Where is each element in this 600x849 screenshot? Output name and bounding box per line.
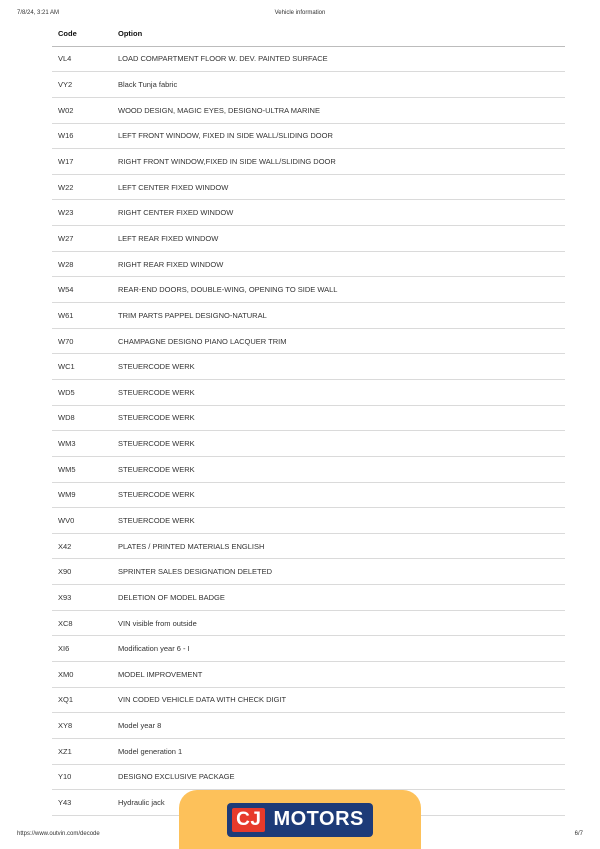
- logo-mark: CJ: [232, 808, 265, 832]
- option-code: W70: [58, 336, 74, 346]
- option-code: X93: [58, 592, 72, 602]
- table-row: [52, 483, 565, 509]
- option-description: Hydraulic jack: [118, 798, 165, 808]
- option-code: WM5: [58, 464, 76, 474]
- option-code: XY8: [58, 721, 73, 731]
- table-row: [52, 713, 565, 739]
- option-description: STEUERCODE WERK: [118, 413, 195, 423]
- watermark-banner: [179, 790, 421, 849]
- option-description: LOAD COMPARTMENT FLOOR W. DEV. PAINTED SURFACE: [118, 54, 328, 64]
- option-description: SPRINTER SALES DESIGNATION DELETED: [118, 567, 273, 577]
- table-row: [52, 149, 565, 175]
- option-code: X42: [58, 541, 72, 551]
- option-code: W54: [58, 285, 74, 295]
- option-code: W22: [58, 182, 74, 192]
- option-description: RIGHT CENTER FIXED WINDOW: [118, 208, 234, 218]
- page-number: 6/7: [574, 831, 583, 837]
- print-date: 7/8/24, 3:21 AM: [17, 10, 60, 16]
- option-description: MODEL IMPROVEMENT: [118, 669, 203, 679]
- table-row: [52, 72, 565, 98]
- table-row: [52, 765, 565, 791]
- table-row: [52, 124, 565, 150]
- option-description: STEUERCODE WERK: [118, 515, 195, 525]
- option-description: Modification year 6 - I: [118, 644, 190, 654]
- table-row: [52, 354, 565, 380]
- table-row: [52, 277, 565, 303]
- option-description: Model year 8: [118, 721, 162, 731]
- logo-text: MOTORS: [273, 808, 364, 830]
- option-description: LEFT FRONT WINDOW, FIXED IN SIDE WALL/SLIDING DOOR: [118, 131, 333, 141]
- cj-motors-logo: [227, 803, 373, 837]
- option-code: WD8: [58, 413, 75, 423]
- option-code: WM9: [58, 490, 76, 500]
- table-header-row: [52, 21, 565, 47]
- table-row: [52, 457, 565, 483]
- option-description: LEFT CENTER FIXED WINDOW: [118, 182, 229, 192]
- option-code: W17: [58, 157, 74, 167]
- option-code: Y43: [58, 798, 72, 808]
- table-row: [52, 380, 565, 406]
- table-row: [52, 47, 565, 73]
- options-table: [52, 21, 565, 816]
- option-code: X90: [58, 567, 72, 577]
- option-description: REAR-END DOORS, DOUBLE-WING, OPENING TO SIDE WALL: [118, 285, 338, 295]
- option-code: W28: [58, 259, 74, 269]
- option-code: XQ1: [58, 695, 74, 705]
- option-code: WC1: [58, 362, 75, 372]
- table-row: [52, 226, 565, 252]
- table-row: [52, 329, 565, 355]
- option-description: CHAMPAGNE DESIGNO PIANO LACQUER TRIM: [118, 336, 287, 346]
- option-code: WM3: [58, 439, 76, 449]
- page-title: Vehicle information: [274, 10, 326, 16]
- option-code: W16: [58, 131, 74, 141]
- table-row: [52, 662, 565, 688]
- option-description: VIN CODED VEHICLE DATA WITH CHECK DIGIT: [118, 695, 287, 705]
- option-description: STEUERCODE WERK: [118, 490, 195, 500]
- option-code: XI6: [58, 644, 70, 654]
- option-code: VL4: [58, 54, 72, 64]
- option-code: W02: [58, 105, 74, 115]
- table-row: [52, 431, 565, 457]
- option-code: XC8: [58, 618, 73, 628]
- option-description: TRIM PARTS PAPPEL DESIGNO-NATURAL: [118, 310, 267, 320]
- option-description: RIGHT REAR FIXED WINDOW: [118, 259, 224, 269]
- table-row: [52, 636, 565, 662]
- table-body: [52, 47, 565, 816]
- table-row: [52, 688, 565, 714]
- option-description: STEUERCODE WERK: [118, 387, 195, 397]
- option-description: DESIGNO EXCLUSIVE PACKAGE: [118, 772, 235, 782]
- option-description: DELETION OF MODEL BADGE: [118, 592, 225, 602]
- table-row: [52, 175, 565, 201]
- option-code: Y10: [58, 772, 72, 782]
- table-row: [52, 534, 565, 560]
- table-row: [52, 611, 565, 637]
- option-code: XZ1: [58, 746, 72, 756]
- option-code: VY2: [58, 80, 73, 90]
- table-row: [52, 252, 565, 278]
- option-description: STEUERCODE WERK: [118, 362, 195, 372]
- option-code: W61: [58, 310, 74, 320]
- column-header-option: Option: [118, 28, 143, 38]
- table-row: [52, 303, 565, 329]
- option-description: Model generation 1: [118, 746, 183, 756]
- table-row: [52, 739, 565, 765]
- option-description: RIGHT FRONT WINDOW,FIXED IN SIDE WALL/SLIDING DOOR: [118, 157, 336, 167]
- table-row: [52, 508, 565, 534]
- option-code: WV0: [58, 515, 75, 525]
- table-row: [52, 585, 565, 611]
- footer-url: https://www.outvin.com/decode: [17, 831, 100, 837]
- option-description: VIN visible from outside: [118, 618, 197, 628]
- option-description: PLATES / PRINTED MATERIALS ENGLISH: [118, 541, 265, 551]
- option-code: W23: [58, 208, 74, 218]
- option-description: STEUERCODE WERK: [118, 439, 195, 449]
- option-description: STEUERCODE WERK: [118, 464, 195, 474]
- table-row: [52, 98, 565, 124]
- option-code: W27: [58, 233, 74, 243]
- option-description: Black Tunja fabric: [118, 80, 178, 90]
- table-row: [52, 406, 565, 432]
- table-row: [52, 200, 565, 226]
- option-description: WOOD DESIGN, MAGIC EYES, DESIGNO-ULTRA MARINE: [118, 105, 320, 115]
- option-description: LEFT REAR FIXED WINDOW: [118, 233, 219, 243]
- option-code: WD5: [58, 387, 75, 397]
- table-row: [52, 559, 565, 585]
- column-header-code: Code: [58, 28, 77, 38]
- option-code: XM0: [58, 669, 74, 679]
